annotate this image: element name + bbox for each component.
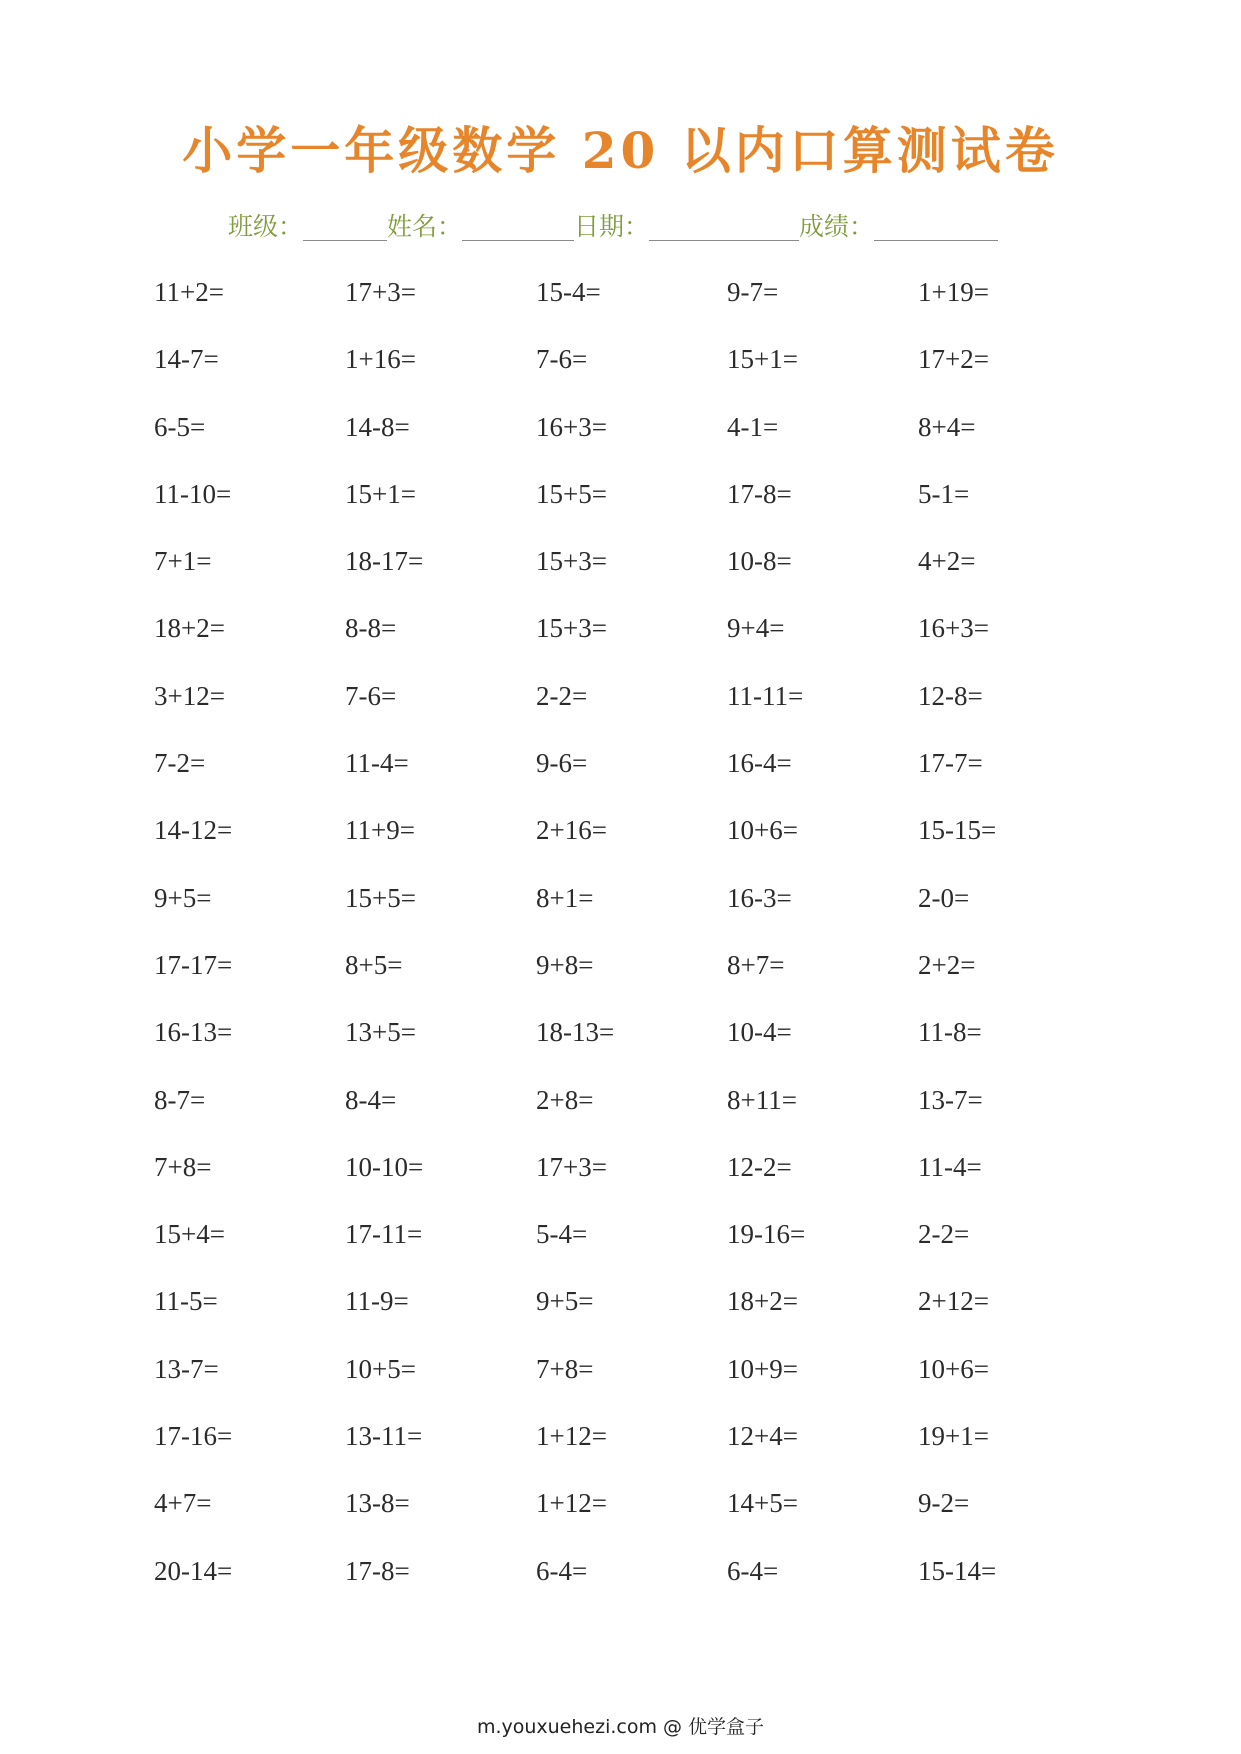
problem-cell: 9+4= <box>727 613 785 644</box>
problem-cell: 8-4= <box>345 1084 397 1115</box>
problem-cell: 8+5= <box>345 949 403 980</box>
problem-cell: 5-4= <box>536 1219 588 1250</box>
footer-watermark: m.youxuehezi.com @ 优学盒子 <box>476 1716 765 1738</box>
problem-cell: 9-7= <box>727 277 779 307</box>
problem-cell: 8+11= <box>727 1084 797 1115</box>
problem-cell: 15+1= <box>727 344 798 375</box>
problem-row <box>154 1220 1109 1287</box>
problem-cell: 3+12= <box>154 680 225 711</box>
problem-row <box>154 1086 1109 1153</box>
problem-cell: 11+9= <box>345 815 415 846</box>
problem-cell: 6-4= <box>727 1555 779 1586</box>
problem-cell: 15-14= <box>918 1555 997 1586</box>
problem-row <box>154 816 1109 883</box>
problem-cell: 8+7= <box>727 949 785 980</box>
problem-cell: 2-0= <box>918 882 970 913</box>
problem-cell: 6-4= <box>536 1555 588 1586</box>
problem-cell: 16+3= <box>536 411 607 442</box>
problem-grid <box>154 278 1109 1624</box>
problem-cell: 14-7= <box>154 344 219 375</box>
problem-cell: 10-8= <box>727 546 792 577</box>
problem-cell: 8-7= <box>154 1084 206 1115</box>
problem-cell: 13-11= <box>345 1421 423 1452</box>
problem-cell: 2+16= <box>536 815 607 846</box>
problem-cell: 14+5= <box>727 1488 798 1519</box>
problem-cell: 2-2= <box>536 680 588 711</box>
problem-cell: 16+3= <box>918 613 989 644</box>
class-label: 班级： <box>228 212 304 241</box>
problem-cell: 15-15= <box>918 815 997 846</box>
problem-cell: 11-9= <box>345 1286 409 1317</box>
problem-cell: 11-8= <box>918 1017 982 1048</box>
problem-row <box>154 1355 1109 1422</box>
problem-cell: 10-4= <box>727 1017 792 1048</box>
problem-cell: 9-6= <box>536 748 588 779</box>
problem-cell: 2+2= <box>918 949 976 980</box>
problem-cell: 2+8= <box>536 1084 594 1115</box>
problem-cell: 10+6= <box>727 815 798 846</box>
score-label: 成绩： <box>799 212 875 241</box>
problem-cell: 19+1= <box>918 1421 989 1452</box>
problem-row <box>154 1153 1109 1220</box>
problem-cell: 1+12= <box>536 1421 607 1452</box>
problem-cell: 19-16= <box>727 1219 806 1250</box>
problem-cell: 18+2= <box>727 1286 798 1317</box>
problem-cell: 4+7= <box>154 1488 212 1519</box>
problem-cell: 15+5= <box>345 882 416 913</box>
problem-cell: 10+6= <box>918 1353 989 1384</box>
problem-cell: 20-14= <box>154 1555 233 1586</box>
class-blank[interactable] <box>303 216 387 241</box>
problem-row <box>154 884 1109 951</box>
problem-cell: 9+5= <box>536 1286 594 1317</box>
problem-cell: 9+5= <box>154 882 212 913</box>
problem-cell: 11-5= <box>154 1286 218 1317</box>
problem-row <box>154 1422 1109 1489</box>
problem-cell: 7+1= <box>154 546 212 577</box>
problem-cell: 7+8= <box>154 1151 212 1182</box>
problem-cell: 2+12= <box>918 1286 989 1317</box>
problem-cell: 8+1= <box>536 882 594 913</box>
problem-row <box>154 278 1109 345</box>
problem-cell: 17-11= <box>345 1219 423 1250</box>
problem-cell: 6-5= <box>154 411 206 442</box>
problem-cell: 17-8= <box>727 478 792 509</box>
problem-cell: 13+5= <box>345 1017 416 1048</box>
problem-cell: 13-7= <box>918 1084 983 1115</box>
problem-cell: 12-8= <box>918 680 983 711</box>
problem-cell: 17+2= <box>918 344 989 375</box>
problem-row <box>154 1557 1109 1624</box>
problem-cell: 12-2= <box>727 1151 792 1182</box>
problem-cell: 15+3= <box>536 613 607 644</box>
problem-row <box>154 480 1109 547</box>
problem-cell: 18-13= <box>536 1017 615 1048</box>
problem-cell: 15+1= <box>345 478 416 509</box>
problem-row <box>154 345 1109 412</box>
problem-cell: 11+2= <box>154 277 224 307</box>
problem-cell: 15+4= <box>154 1219 225 1250</box>
problem-row <box>154 614 1109 681</box>
problem-cell: 1+12= <box>536 1488 607 1519</box>
problem-cell: 14-8= <box>345 411 410 442</box>
problem-cell: 14-12= <box>154 815 233 846</box>
problem-cell: 4-1= <box>727 411 779 442</box>
date-blank[interactable] <box>649 216 799 241</box>
score-blank[interactable] <box>874 216 998 241</box>
problem-cell: 16-13= <box>154 1017 233 1048</box>
problem-cell: 17-16= <box>154 1421 233 1452</box>
problem-cell: 11-4= <box>345 748 409 779</box>
problem-cell: 9-2= <box>918 1488 970 1519</box>
problem-cell: 10+9= <box>727 1353 798 1384</box>
problem-row <box>154 1489 1109 1556</box>
problem-cell: 2-2= <box>918 1219 970 1250</box>
problem-cell: 1+19= <box>918 277 989 307</box>
problem-cell: 4+2= <box>918 546 976 577</box>
problem-row <box>154 951 1109 1018</box>
problem-cell: 7-2= <box>154 748 206 779</box>
problem-cell: 11-4= <box>918 1151 982 1182</box>
problem-cell: 11-11= <box>727 680 804 711</box>
problem-cell: 15+5= <box>536 478 607 509</box>
problem-cell: 15-4= <box>536 277 601 307</box>
problem-row <box>154 749 1109 816</box>
student-info-line <box>228 214 998 239</box>
problem-cell: 18+2= <box>154 613 225 644</box>
problem-cell: 17+3= <box>345 277 416 307</box>
problem-row <box>154 682 1109 749</box>
problem-cell: 7-6= <box>536 344 588 375</box>
problem-row <box>154 413 1109 480</box>
problem-cell: 16-3= <box>727 882 792 913</box>
problem-cell: 17-17= <box>154 949 233 980</box>
problem-cell: 17-8= <box>345 1555 410 1586</box>
problem-cell: 17-7= <box>918 748 983 779</box>
problem-cell: 5-1= <box>918 478 970 509</box>
problem-cell: 10+5= <box>345 1353 416 1384</box>
problem-cell: 9+8= <box>536 949 594 980</box>
problem-cell: 17+3= <box>536 1151 607 1182</box>
problem-cell: 7+8= <box>536 1353 594 1384</box>
problem-row <box>154 1018 1109 1085</box>
problem-row <box>154 547 1109 614</box>
problem-cell: 10-10= <box>345 1151 424 1182</box>
name-blank[interactable] <box>462 216 574 241</box>
problem-row <box>154 1287 1109 1354</box>
problem-cell: 1+16= <box>345 344 416 375</box>
name-label: 姓名： <box>387 212 463 241</box>
problem-cell: 12+4= <box>727 1421 798 1452</box>
date-label: 日期： <box>574 212 650 241</box>
problem-cell: 13-8= <box>345 1488 410 1519</box>
problem-cell: 15+3= <box>536 546 607 577</box>
problem-cell: 18-17= <box>345 546 424 577</box>
problem-cell: 8-8= <box>345 613 397 644</box>
problem-cell: 16-4= <box>727 748 792 779</box>
problem-cell: 11-10= <box>154 478 232 509</box>
problem-cell: 7-6= <box>345 680 397 711</box>
problem-cell: 13-7= <box>154 1353 219 1384</box>
page-title: 小学一年级数学 20 以内口算测试卷 <box>182 121 1059 180</box>
problem-cell: 8+4= <box>918 411 976 442</box>
